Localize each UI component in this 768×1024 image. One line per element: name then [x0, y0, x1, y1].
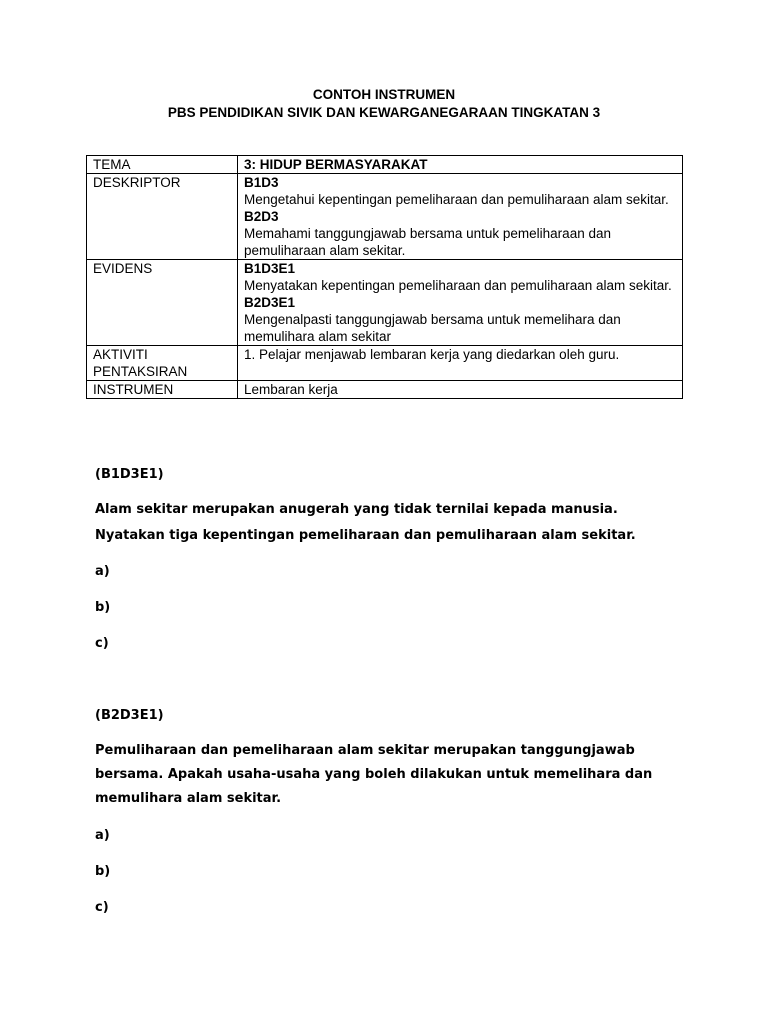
- deskriptor-label: DESKRIPTOR: [87, 174, 238, 260]
- section2-answer-c: c): [95, 900, 109, 915]
- deskriptor-text-1: Mengetahui kepentingan pemeliharaan dan pemuliharaan alam sekitar.: [244, 192, 669, 207]
- evidens-text-1: Menyatakan kepentingan pemeliharaan dan pemuliharaan alam sekitar.: [244, 278, 672, 293]
- table-row-deskriptor: [87, 174, 683, 260]
- aktiviti-label-line-1: AKTIVITI: [93, 347, 148, 362]
- document-title: CONTOH INSTRUMEN: [312, 87, 456, 102]
- table-row-evidens: [87, 260, 683, 346]
- evidens-label: EVIDENS: [87, 260, 238, 346]
- table-row-instrumen: [87, 381, 683, 399]
- section1-answer-b: b): [95, 600, 111, 615]
- table-row-tema: [87, 156, 683, 174]
- deskriptor-code-1: B1D3: [244, 175, 279, 190]
- aktiviti-label-line-2: PENTAKSIRAN: [93, 364, 188, 379]
- deskriptor-text-2: Memahami tanggungjawab bersama untuk pemeliharaan dan pemuliharaan alam sekitar.: [244, 226, 611, 258]
- evidens-code-1: B1D3E1: [244, 261, 296, 276]
- aktiviti-value: 1. Pelajar menjawab lembaran kerja yang diedarkan oleh guru.: [238, 346, 683, 381]
- section2-code: (B2D3E1): [95, 708, 164, 723]
- evidens-code-2: B2D3E1: [244, 295, 296, 310]
- section1-question-line-1: Alam sekitar merupakan anugerah yang tidak ternilai kepada manusia.: [95, 502, 618, 517]
- table-row-aktiviti: [87, 346, 683, 381]
- instrumen-value: Lembaran kerja: [238, 381, 683, 399]
- instrumen-label: INSTRUMEN: [87, 381, 238, 399]
- section1-answer-a: a): [95, 564, 110, 579]
- evidens-value: [238, 260, 683, 346]
- section2-question-line-2: bersama. Apakah usaha-usaha yang boleh dilakukan untuk memelihara dan: [95, 767, 653, 782]
- tema-label: TEMA: [87, 156, 238, 174]
- section2-answer-b: b): [95, 864, 111, 879]
- evidens-text-2: Mengenalpasti tanggungjawab bersama untuk memelihara dan memulihara alam sekitar: [244, 312, 621, 344]
- deskriptor-code-2: B2D3: [244, 209, 279, 224]
- section2-answer-a: a): [95, 828, 110, 843]
- section2-question-line-3: memulihara alam sekitar.: [95, 791, 282, 806]
- section1-code: (B1D3E1): [95, 467, 164, 482]
- aktiviti-label: [87, 346, 238, 381]
- tema-value: 3: HIDUP BERMASYARAKAT: [238, 156, 683, 174]
- document-subtitle: PBS PENDIDIKAN SIVIK DAN KEWARGANEGARAAN TINGKATAN 3: [167, 105, 601, 120]
- section1-answer-c: c): [95, 636, 109, 651]
- instrument-info-table: [86, 155, 683, 399]
- section1-question-line-2: Nyatakan tiga kepentingan pemeliharaan dan pemuliharaan alam sekitar.: [95, 528, 636, 543]
- section2-question-line-1: Pemuliharaan dan pemeliharaan alam sekitar merupakan tanggungjawab: [95, 743, 635, 758]
- deskriptor-value: [238, 174, 683, 260]
